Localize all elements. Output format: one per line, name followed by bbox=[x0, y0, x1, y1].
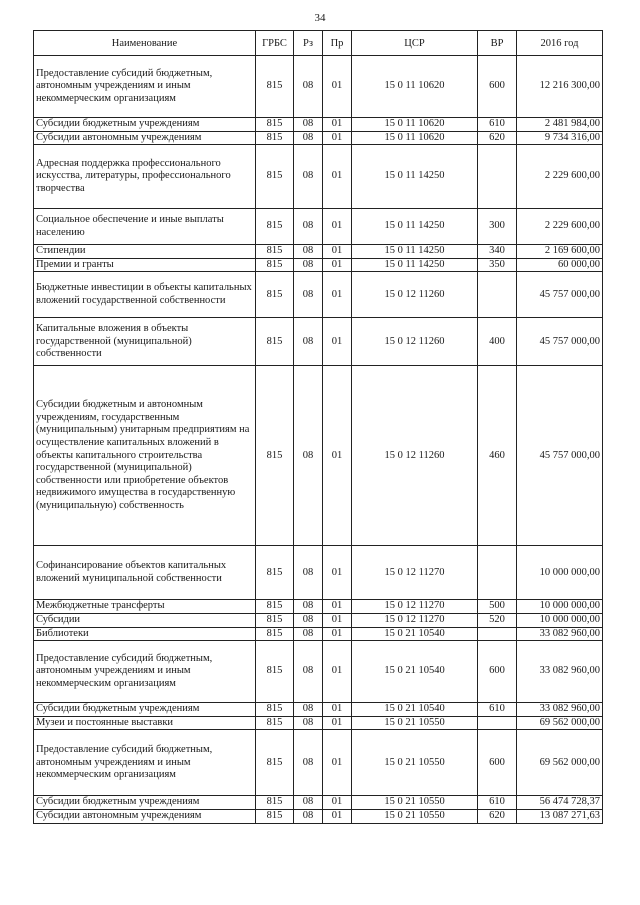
header-csr: ЦСР bbox=[352, 31, 478, 56]
table-row bbox=[34, 366, 603, 546]
row-csr: 15 0 21 10550 bbox=[352, 716, 478, 730]
table-row bbox=[34, 600, 603, 614]
row-csr: 15 0 11 10620 bbox=[352, 118, 478, 132]
row-csr: 15 0 12 11260 bbox=[352, 272, 478, 318]
header-grbs: ГРБС bbox=[256, 31, 294, 56]
row-sum: 2 229 600,00 bbox=[517, 209, 603, 245]
row-sum: 10 000 000,00 bbox=[517, 546, 603, 600]
row-name: Стипендии bbox=[34, 245, 256, 259]
row-rz: 08 bbox=[294, 366, 323, 546]
row-name: Межбюджетные трансферты bbox=[34, 600, 256, 614]
page-number: 34 bbox=[314, 12, 326, 24]
row-pr: 01 bbox=[323, 613, 352, 627]
row-name: Адресная поддержка профессионального искусства, литературы, профессионального творчества bbox=[34, 145, 256, 209]
row-rz: 08 bbox=[294, 730, 323, 796]
row-rz: 08 bbox=[294, 546, 323, 600]
row-sum: 2 229 600,00 bbox=[517, 145, 603, 209]
row-pr: 01 bbox=[323, 318, 352, 366]
row-pr: 01 bbox=[323, 730, 352, 796]
row-grbs: 815 bbox=[256, 318, 294, 366]
row-sum: 56 474 728,37 bbox=[517, 796, 603, 810]
row-vr: 620 bbox=[478, 131, 517, 145]
row-grbs: 815 bbox=[256, 716, 294, 730]
row-vr bbox=[478, 272, 517, 318]
row-csr: 15 0 21 10550 bbox=[352, 809, 478, 823]
row-name: Субсидии бюджетным учреждениям bbox=[34, 703, 256, 717]
row-sum: 33 082 960,00 bbox=[517, 641, 603, 703]
row-name: Субсидии бюджетным учреждениям bbox=[34, 796, 256, 810]
row-csr: 15 0 21 10540 bbox=[352, 627, 478, 641]
row-vr: 610 bbox=[478, 118, 517, 132]
table-row bbox=[34, 209, 603, 245]
row-grbs: 815 bbox=[256, 600, 294, 614]
row-name: Капитальные вложения в объекты государственной (муниципальной) собственности bbox=[34, 318, 256, 366]
row-grbs: 815 bbox=[256, 258, 294, 272]
row-pr: 01 bbox=[323, 118, 352, 132]
row-name: Музеи и постоянные выставки bbox=[34, 716, 256, 730]
row-grbs: 815 bbox=[256, 118, 294, 132]
row-pr: 01 bbox=[323, 131, 352, 145]
row-sum: 45 757 000,00 bbox=[517, 366, 603, 546]
row-grbs: 815 bbox=[256, 796, 294, 810]
table-row bbox=[34, 730, 603, 796]
row-name: Субсидии bbox=[34, 613, 256, 627]
row-vr: 620 bbox=[478, 809, 517, 823]
row-name: Библиотеки bbox=[34, 627, 256, 641]
row-csr: 15 0 21 10550 bbox=[352, 796, 478, 810]
row-pr: 01 bbox=[323, 600, 352, 614]
row-csr: 15 0 11 14250 bbox=[352, 145, 478, 209]
row-vr: 400 bbox=[478, 318, 517, 366]
row-name: Предоставление субсидий бюджетным, автономным учреждениям и иным некоммерческим организациям bbox=[34, 641, 256, 703]
table-row bbox=[34, 131, 603, 145]
row-name: Субсидии бюджетным учреждениям bbox=[34, 118, 256, 132]
table-row bbox=[34, 627, 603, 641]
row-grbs: 815 bbox=[256, 56, 294, 118]
row-vr: 610 bbox=[478, 796, 517, 810]
row-rz: 08 bbox=[294, 56, 323, 118]
row-grbs: 815 bbox=[256, 809, 294, 823]
row-vr: 610 bbox=[478, 703, 517, 717]
row-name: Социальное обеспечение и иные выплаты населению bbox=[34, 209, 256, 245]
table-row bbox=[34, 145, 603, 209]
row-pr: 01 bbox=[323, 703, 352, 717]
row-pr: 01 bbox=[323, 209, 352, 245]
row-sum: 69 562 000,00 bbox=[517, 716, 603, 730]
row-grbs: 815 bbox=[256, 546, 294, 600]
row-pr: 01 bbox=[323, 627, 352, 641]
row-name: Премии и гранты bbox=[34, 258, 256, 272]
table-row bbox=[34, 56, 603, 118]
row-csr: 15 0 21 10540 bbox=[352, 641, 478, 703]
row-rz: 08 bbox=[294, 641, 323, 703]
row-name: Предоставление субсидий бюджетным, автономным учреждениям и иным некоммерческим организациям bbox=[34, 56, 256, 118]
row-pr: 01 bbox=[323, 145, 352, 209]
table-row bbox=[34, 118, 603, 132]
table-row bbox=[34, 546, 603, 600]
table-row bbox=[34, 809, 603, 823]
row-grbs: 815 bbox=[256, 366, 294, 546]
row-pr: 01 bbox=[323, 641, 352, 703]
table-row bbox=[34, 641, 603, 703]
row-grbs: 815 bbox=[256, 641, 294, 703]
row-name: Софинансирование объектов капитальных вложений муниципальной собственности bbox=[34, 546, 256, 600]
row-grbs: 815 bbox=[256, 131, 294, 145]
row-rz: 08 bbox=[294, 258, 323, 272]
row-csr: 15 0 12 11270 bbox=[352, 546, 478, 600]
table-row bbox=[34, 613, 603, 627]
row-rz: 08 bbox=[294, 796, 323, 810]
row-grbs: 815 bbox=[256, 627, 294, 641]
row-vr bbox=[478, 627, 517, 641]
table-body bbox=[34, 56, 603, 824]
row-rz: 08 bbox=[294, 716, 323, 730]
row-rz: 08 bbox=[294, 245, 323, 259]
row-pr: 01 bbox=[323, 809, 352, 823]
row-pr: 01 bbox=[323, 796, 352, 810]
row-csr: 15 0 11 14250 bbox=[352, 209, 478, 245]
row-vr: 600 bbox=[478, 641, 517, 703]
row-sum: 2 169 600,00 bbox=[517, 245, 603, 259]
row-rz: 08 bbox=[294, 613, 323, 627]
row-vr: 600 bbox=[478, 56, 517, 118]
header-name: Наименование bbox=[34, 31, 256, 56]
table-row bbox=[34, 716, 603, 730]
row-csr: 15 0 11 14250 bbox=[352, 245, 478, 259]
table-row bbox=[34, 272, 603, 318]
row-csr: 15 0 12 11260 bbox=[352, 366, 478, 546]
row-name: Бюджетные инвестиции в объекты капитальных вложений государственной собственности bbox=[34, 272, 256, 318]
row-rz: 08 bbox=[294, 627, 323, 641]
row-sum: 45 757 000,00 bbox=[517, 318, 603, 366]
table-row bbox=[34, 318, 603, 366]
row-pr: 01 bbox=[323, 272, 352, 318]
row-vr bbox=[478, 716, 517, 730]
row-grbs: 815 bbox=[256, 209, 294, 245]
row-vr: 600 bbox=[478, 730, 517, 796]
row-vr: 460 bbox=[478, 366, 517, 546]
row-sum: 69 562 000,00 bbox=[517, 730, 603, 796]
header-rz: Рз bbox=[294, 31, 323, 56]
row-csr: 15 0 12 11270 bbox=[352, 613, 478, 627]
row-rz: 08 bbox=[294, 809, 323, 823]
row-sum: 12 216 300,00 bbox=[517, 56, 603, 118]
row-pr: 01 bbox=[323, 245, 352, 259]
row-rz: 08 bbox=[294, 600, 323, 614]
row-csr: 15 0 11 10620 bbox=[352, 131, 478, 145]
row-pr: 01 bbox=[323, 56, 352, 118]
table-row bbox=[34, 703, 603, 717]
row-rz: 08 bbox=[294, 703, 323, 717]
row-pr: 01 bbox=[323, 716, 352, 730]
row-csr: 15 0 12 11270 bbox=[352, 600, 478, 614]
row-grbs: 815 bbox=[256, 145, 294, 209]
row-name: Предоставление субсидий бюджетным, автономным учреждениям и иным некоммерческим организациям bbox=[34, 730, 256, 796]
row-rz: 08 bbox=[294, 318, 323, 366]
row-sum: 10 000 000,00 bbox=[517, 613, 603, 627]
row-pr: 01 bbox=[323, 546, 352, 600]
row-sum: 10 000 000,00 bbox=[517, 600, 603, 614]
budget-table bbox=[33, 30, 603, 824]
row-name: Субсидии автономным учреждениям bbox=[34, 131, 256, 145]
row-rz: 08 bbox=[294, 118, 323, 132]
table-header-row bbox=[34, 31, 603, 56]
row-vr: 340 bbox=[478, 245, 517, 259]
header-vr: ВР bbox=[478, 31, 517, 56]
row-sum: 60 000,00 bbox=[517, 258, 603, 272]
row-rz: 08 bbox=[294, 131, 323, 145]
row-grbs: 815 bbox=[256, 272, 294, 318]
row-sum: 33 082 960,00 bbox=[517, 627, 603, 641]
row-pr: 01 bbox=[323, 258, 352, 272]
row-pr: 01 bbox=[323, 366, 352, 546]
row-sum: 2 481 984,00 bbox=[517, 118, 603, 132]
row-grbs: 815 bbox=[256, 703, 294, 717]
table-row bbox=[34, 245, 603, 259]
row-csr: 15 0 12 11260 bbox=[352, 318, 478, 366]
row-sum: 33 082 960,00 bbox=[517, 703, 603, 717]
row-vr bbox=[478, 145, 517, 209]
row-grbs: 815 bbox=[256, 613, 294, 627]
row-sum: 13 087 271,63 bbox=[517, 809, 603, 823]
row-vr: 300 bbox=[478, 209, 517, 245]
row-vr: 520 bbox=[478, 613, 517, 627]
row-vr: 500 bbox=[478, 600, 517, 614]
row-csr: 15 0 21 10550 bbox=[352, 730, 478, 796]
row-vr: 350 bbox=[478, 258, 517, 272]
row-rz: 08 bbox=[294, 145, 323, 209]
row-grbs: 815 bbox=[256, 730, 294, 796]
row-grbs: 815 bbox=[256, 245, 294, 259]
row-csr: 15 0 21 10540 bbox=[352, 703, 478, 717]
row-sum: 45 757 000,00 bbox=[517, 272, 603, 318]
table-row bbox=[34, 258, 603, 272]
row-rz: 08 bbox=[294, 209, 323, 245]
row-csr: 15 0 11 10620 bbox=[352, 56, 478, 118]
row-sum: 9 734 316,00 bbox=[517, 131, 603, 145]
row-csr: 15 0 11 14250 bbox=[352, 258, 478, 272]
row-vr bbox=[478, 546, 517, 600]
header-pr: Пр bbox=[323, 31, 352, 56]
row-name: Субсидии автономным учреждениям bbox=[34, 809, 256, 823]
row-name: Субсидии бюджетным и автономным учреждениям, государственным (муниципальным) унитарным предприятиям на осуществление капитальных вложений в объекты капитального строительства государственной (муниципальной) собственности или приобретение объектов недвижимого имущества в государственную (муниципальную) собственность bbox=[34, 366, 256, 546]
row-rz: 08 bbox=[294, 272, 323, 318]
table-row bbox=[34, 796, 603, 810]
header-year: 2016 год bbox=[517, 31, 603, 56]
